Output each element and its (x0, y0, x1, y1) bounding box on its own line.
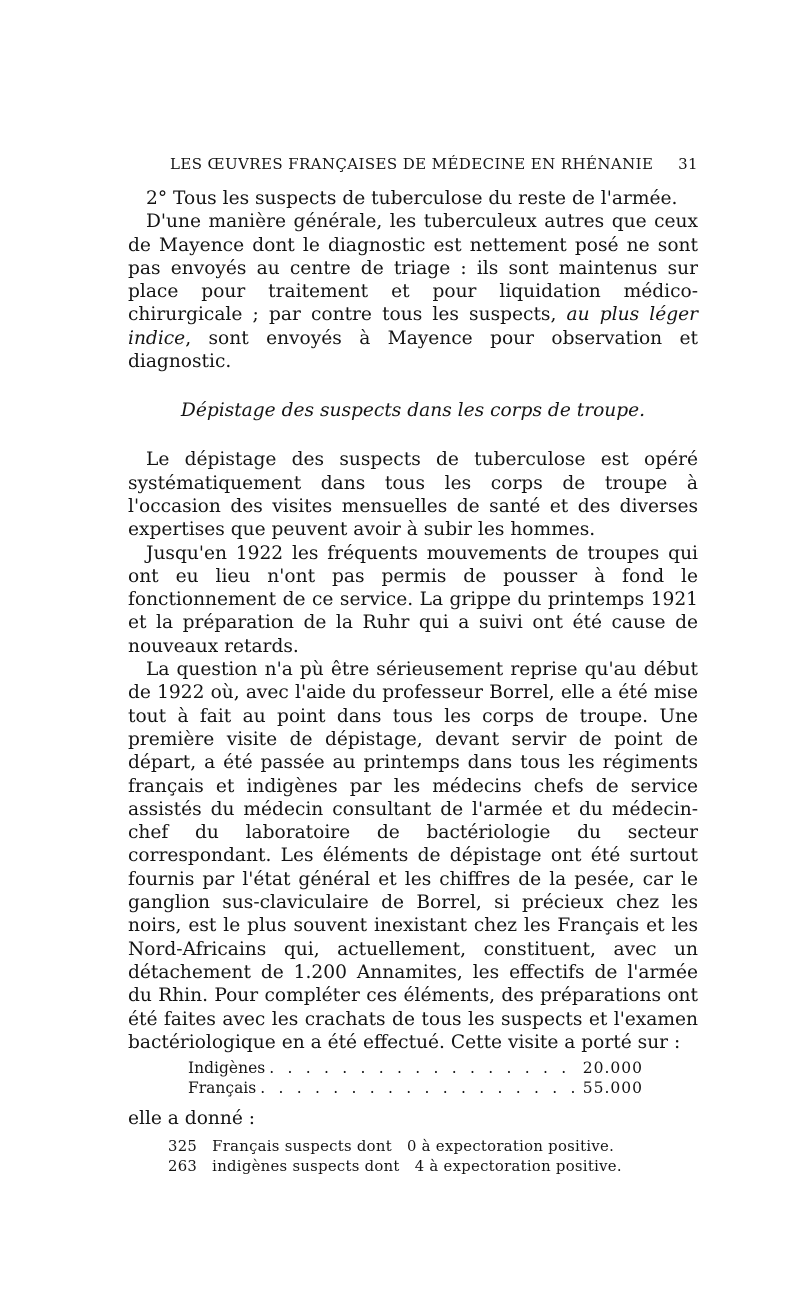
result-row (168, 1157, 698, 1177)
visit-counts-table (188, 1058, 643, 1098)
intro-text-end: , sont envoyés à Mayence pour observation et diagnostic. (128, 327, 698, 373)
visit-count-label: Indigènes (188, 1059, 266, 1078)
body-paragraph: Le dépistage des suspects de tuberculose est opéré systématiquement dans tous les corps de troupe à l'occasion des visites mensuelles de santé et des diverses expertises que peuvent avoir à subir les hommes. (128, 449, 698, 541)
result-count: 263 (168, 1158, 198, 1176)
results-list (168, 1137, 698, 1177)
running-title: LES ŒUVRES FRANÇAISES DE MÉDECINE EN RHÉNANIE (170, 155, 654, 173)
book-page (128, 155, 698, 1177)
visit-count-value: 20.000 (582, 1059, 643, 1078)
dot-leader (260, 1078, 579, 1098)
dot-leader (269, 1058, 579, 1078)
intro-text-start: D'une manière générale, les tuberculeux autres que ceux de Mayence dont le diagnostic est nettement posé ne sont pas envoyés au centre de triage : ils sont maintenus sur place pour traitement et pour liquidation médico-chirurgicale ; par contre tous les suspects, (128, 211, 698, 326)
result-text: Français suspects dont (212, 1138, 392, 1156)
visit-count-row (188, 1058, 643, 1078)
list-item-2: 2° Tous les suspects de tuberculose du reste de l'armée. (146, 188, 678, 209)
result-row (168, 1137, 698, 1157)
visit-count-label: Français (188, 1079, 257, 1098)
intro-italic-phrase: au plus léger indice (128, 304, 699, 349)
visit-count-row (188, 1078, 643, 1098)
result-count: 325 (168, 1138, 198, 1156)
visit-count-value: 55.000 (582, 1079, 643, 1098)
page-number: 31 (678, 155, 698, 173)
body-paragraph: La question n'a pù être sérieusement reprise qu'au début de 1922 où, avec l'aide du professeur Borrel, elle a été mise tout à fait au point dans tous les corps de troupe. Une première visite de dépistage, devant servir de point de départ, a été passée au printemps dans tous les régiments français et indigènes par les médecins chefs de service assistés du médecin consultant de l'armée et du médecin-chef du laboratoire de bactériologie du secteur correspondant. Les éléments de dépistage ont été surtout fournis par l'état général et les chiffres de la pesée, car le ganglion sus-claviculaire de Borrel, si précieux chez les noirs, est le plus souvent inexistant chez les Français et les Nord-Africains qui, actuellement, constituent, avec un détachement de 1.200 Annamites, les effectifs de l'armée du Rhin. Pour compléter ces éléments, des préparations ont été faites avec les crachats de tous les suspects et l'examen bactériologique en a été effectué. Cette visite a porté sur : (128, 659, 698, 1053)
result-cases: 0 à expectoration positive. (406, 1138, 615, 1156)
section-heading: Dépistage des suspects dans les corps de troupe. (180, 400, 646, 422)
intro-paragraph (128, 210, 698, 373)
running-header (128, 155, 698, 173)
result-text: indigènes suspects dont (212, 1158, 400, 1176)
body-paragraph: Jusqu'en 1922 les fréquents mouvements de troupes qui ont eu lieu n'ont pas permis de pousser à fond le fonctionnement de ce service. La grippe du printemps 1921 et la préparation de la Ruhr qui a suivi ont été cause de nouveaux retards. (128, 542, 698, 657)
result-cases: 4 à expectoration positive. (414, 1158, 622, 1176)
results-intro: elle a donné : (128, 1108, 256, 1130)
